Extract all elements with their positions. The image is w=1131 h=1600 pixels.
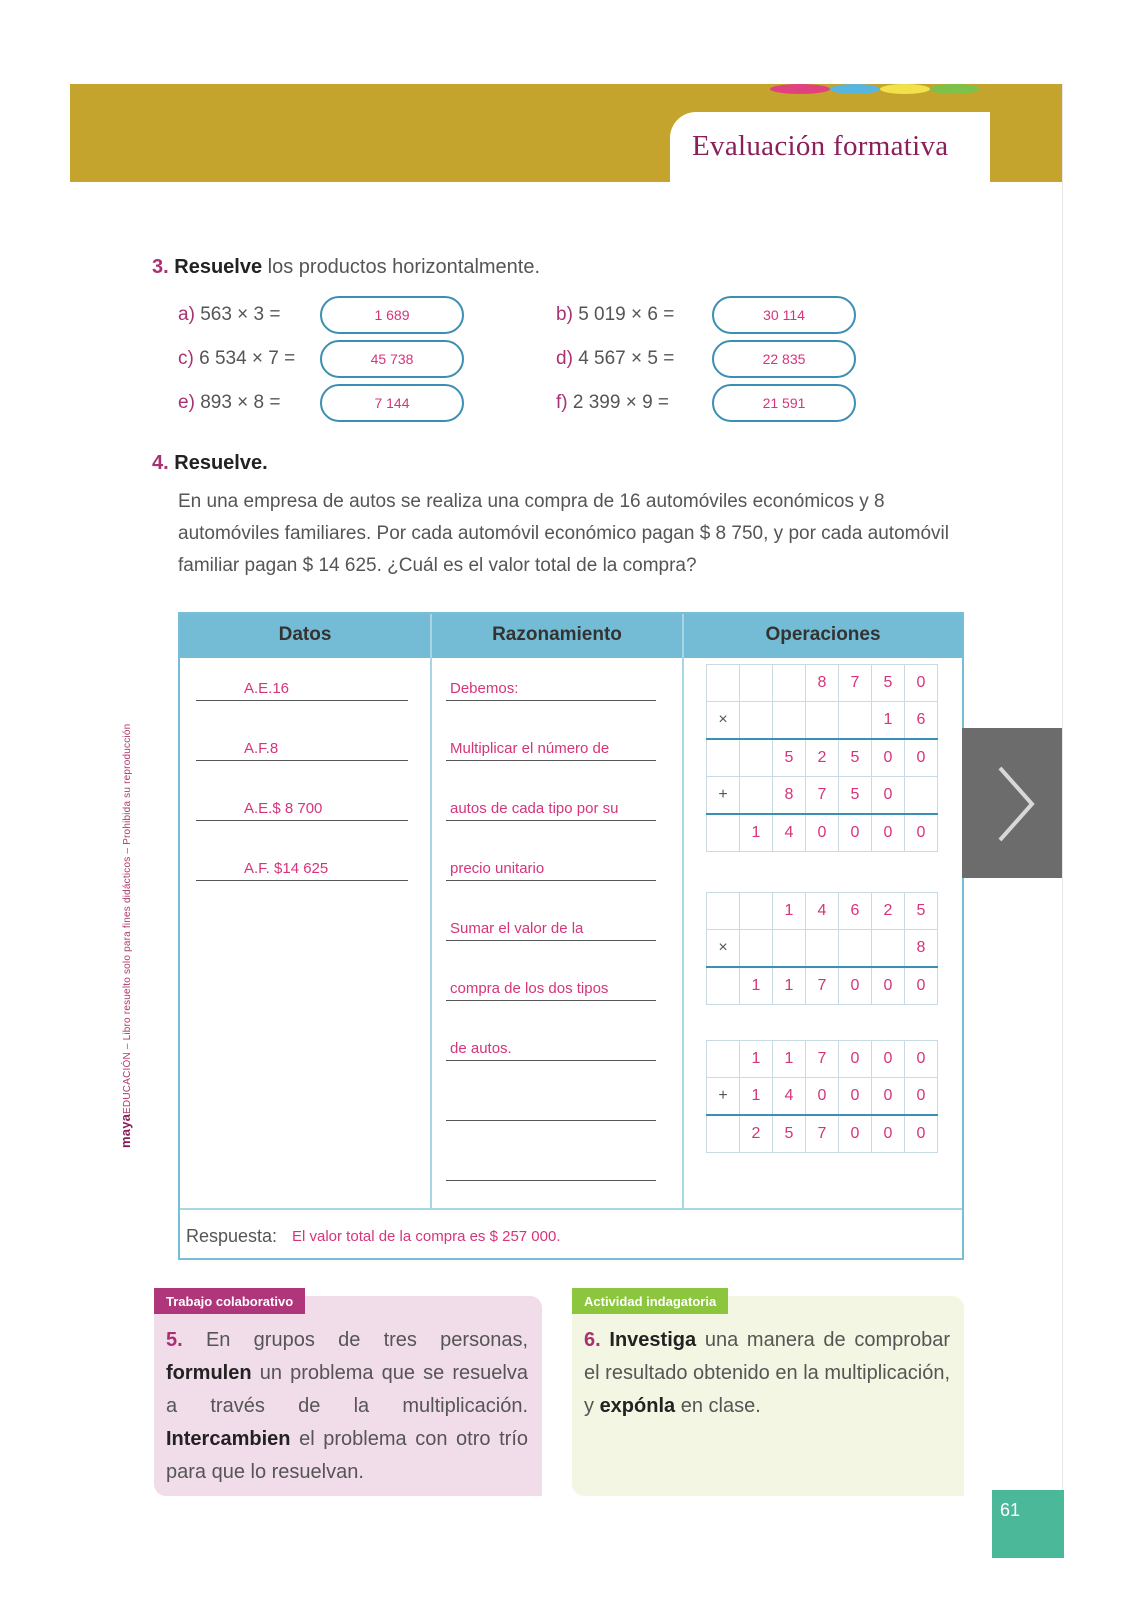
response-label: Respuesta: — [186, 1226, 278, 1246]
grid-cell[interactable]: 7 — [806, 967, 839, 1005]
operation-grid-3 — [706, 1040, 938, 1153]
grid-cell[interactable]: 4 — [773, 1078, 806, 1116]
grid-cell[interactable]: 0 — [839, 1041, 872, 1078]
grid-cell — [707, 665, 740, 702]
problem-f: f) 2 399 × 9 = — [556, 392, 670, 413]
column-divider — [682, 614, 684, 1208]
collaborative-box — [154, 1293, 542, 1496]
grid-cell[interactable] — [773, 930, 806, 968]
chevron-right-icon — [962, 728, 1062, 878]
paint-splash — [880, 84, 930, 94]
grid-cell[interactable] — [740, 893, 773, 930]
razonamiento-line — [446, 700, 656, 701]
grid-cell[interactable] — [740, 665, 773, 702]
grid-cell[interactable]: 0 — [872, 1041, 905, 1078]
grid-cell[interactable]: 5 — [872, 665, 905, 702]
grid-cell[interactable]: 1 — [872, 702, 905, 740]
next-page-button[interactable] — [962, 728, 1062, 878]
q4-title: 4. Resuelve. — [152, 452, 268, 474]
header-razonamiento: Razonamiento — [492, 624, 622, 645]
operation-grid-1 — [706, 664, 938, 852]
answer-field-d[interactable]: 22 835 — [712, 340, 856, 378]
razonamiento-entry[interactable]: autos de cada tipo por su — [450, 800, 619, 817]
razonamiento-entry[interactable]: Sumar el valor de la — [450, 920, 584, 937]
razonamiento-entry[interactable]: de autos. — [450, 1040, 512, 1057]
grid-cell[interactable]: 1 — [740, 1041, 773, 1078]
grid-cell[interactable] — [740, 702, 773, 740]
razonamiento-entry[interactable]: Debemos: — [450, 680, 519, 697]
brand-logo: maya — [118, 1113, 133, 1148]
operation-grid-2 — [706, 892, 938, 1005]
grid-cell[interactable]: 7 — [806, 777, 839, 815]
answer-field-b[interactable]: 30 114 — [712, 296, 856, 334]
grid-cell[interactable]: 2 — [872, 893, 905, 930]
answer-field-f[interactable]: 21 591 — [712, 384, 856, 422]
razonamiento-entry[interactable]: Multiplicar el número de — [450, 740, 610, 757]
grid-cell[interactable]: 4 — [773, 814, 806, 852]
q3-title: 3. Resuelve los productos horizontalmente. — [152, 256, 541, 278]
problem-a: a) 563 × 3 = — [178, 304, 281, 325]
grid-cell[interactable]: 7 — [839, 665, 872, 702]
grid-cell[interactable]: 6 — [839, 893, 872, 930]
problem-d: d) 4 567 × 5 = — [556, 348, 675, 369]
grid-cell: + — [707, 777, 740, 815]
datos-line — [196, 820, 408, 821]
grid-cell[interactable] — [740, 777, 773, 815]
grid-cell — [707, 967, 740, 1005]
paint-splash — [830, 84, 880, 94]
grid-cell[interactable] — [740, 930, 773, 968]
datos-line — [196, 760, 408, 761]
datos-line — [196, 880, 408, 881]
grid-cell[interactable]: 0 — [905, 739, 938, 777]
grid-cell[interactable]: 0 — [905, 967, 938, 1005]
answer-field-a[interactable]: 1 689 — [320, 296, 464, 334]
razonamiento-line — [446, 1120, 656, 1121]
grid-cell[interactable]: 5 — [839, 739, 872, 777]
grid-cell[interactable]: 2 — [740, 1115, 773, 1153]
paint-splash — [770, 84, 830, 94]
problem-e: e) 893 × 8 = — [178, 392, 281, 413]
grid-cell[interactable]: 5 — [773, 1115, 806, 1153]
grid-cell[interactable]: 0 — [806, 1078, 839, 1116]
grid-cell[interactable] — [773, 702, 806, 740]
grid-cell[interactable]: 1 — [773, 893, 806, 930]
grid-cell[interactable]: 6 — [905, 702, 938, 740]
collaborative-tag: Trabajo colaborativo — [154, 1288, 305, 1314]
grid-cell[interactable]: 1 — [740, 814, 773, 852]
grid-cell: × — [707, 702, 740, 740]
grid-cell[interactable]: 0 — [905, 814, 938, 852]
grid-cell[interactable]: 0 — [905, 1078, 938, 1116]
grid-cell[interactable]: 0 — [905, 665, 938, 702]
inquiry-tag: Actividad indagatoria — [572, 1288, 728, 1314]
grid-cell[interactable]: 0 — [872, 1115, 905, 1153]
grid-cell[interactable]: 0 — [872, 739, 905, 777]
grid-cell[interactable]: 0 — [872, 967, 905, 1005]
grid-cell[interactable]: 7 — [806, 1041, 839, 1078]
razonamiento-line — [446, 880, 656, 881]
grid-cell[interactable] — [773, 665, 806, 702]
grid-cell[interactable] — [806, 930, 839, 968]
grid-cell[interactable]: 0 — [839, 1115, 872, 1153]
table-header — [180, 614, 962, 658]
datos-entry[interactable]: A.F. $14 625 — [244, 860, 329, 877]
header-datos: Datos — [278, 624, 332, 645]
grid-cell[interactable]: 0 — [872, 777, 905, 815]
datos-entry[interactable]: A.E.16 — [244, 680, 290, 697]
grid-cell — [707, 814, 740, 852]
side-copyright: mayaEDUCACIÓN – Libro resuelto solo para fines didácticos – Prohibida su reproducción — [118, 723, 133, 1148]
problem-b: b) 5 019 × 6 = — [556, 304, 675, 325]
grid-cell[interactable]: 0 — [872, 814, 905, 852]
grid-cell[interactable]: 2 — [806, 739, 839, 777]
grid-cell[interactable] — [905, 777, 938, 815]
datos-entry[interactable]: A.E.$ 8 700 — [244, 800, 323, 817]
razonamiento-line — [446, 940, 656, 941]
razonamiento-line — [446, 760, 656, 761]
answer-field-c[interactable]: 45 738 — [320, 340, 464, 378]
datos-entry[interactable]: A.F.8 — [244, 740, 279, 757]
grid-cell[interactable] — [839, 702, 872, 740]
grid-cell[interactable] — [839, 930, 872, 968]
grid-cell[interactable]: 4 — [806, 893, 839, 930]
grid-cell[interactable]: 0 — [806, 814, 839, 852]
inquiry-box — [572, 1293, 964, 1496]
grid-cell[interactable]: 5 — [773, 739, 806, 777]
grid-cell — [707, 739, 740, 777]
column-divider — [430, 614, 432, 1208]
datos-line — [196, 700, 408, 701]
grid-cell: × — [707, 930, 740, 968]
q4-statement: En una empresa de autos se realiza una compra de 16 automóviles económicos y 8 automóviles familiares. Por cada automóvil económico pagan $ 8 750, y por cada automóvil familiar pagan $ 14 625. ¿Cuál es el valor total de la compra? — [178, 491, 949, 576]
grid-cell[interactable]: 1 — [773, 967, 806, 1005]
grid-cell[interactable] — [806, 702, 839, 740]
answer-field-e[interactable]: 7 144 — [320, 384, 464, 422]
grid-cell[interactable]: 1 — [740, 967, 773, 1005]
grid-cell[interactable]: 5 — [905, 893, 938, 930]
paint-splash — [930, 84, 980, 94]
razonamiento-line — [446, 1180, 656, 1181]
inquiry-text: 6. Investiga una manera de comprobar el resultado obtenido en la multiplicación, y expónla en clase. — [584, 1329, 950, 1417]
grid-cell[interactable]: 1 — [740, 1078, 773, 1116]
grid-cell[interactable]: 5 — [839, 777, 872, 815]
grid-cell[interactable]: 0 — [872, 1078, 905, 1116]
grid-cell[interactable]: 8 — [806, 665, 839, 702]
grid-cell — [707, 1041, 740, 1078]
grid-cell[interactable]: 0 — [839, 814, 872, 852]
grid-cell[interactable] — [740, 739, 773, 777]
grid-cell[interactable]: 1 — [773, 1041, 806, 1078]
page-number: 61 — [992, 1490, 1064, 1558]
grid-cell — [707, 1115, 740, 1153]
grid-cell[interactable]: 0 — [905, 1041, 938, 1078]
grid-cell[interactable]: 0 — [839, 1078, 872, 1116]
razonamiento-line — [446, 1060, 656, 1061]
grid-cell[interactable]: 8 — [905, 930, 938, 968]
header-operaciones: Operaciones — [765, 624, 881, 645]
collaborative-text: 5. En grupos de tres personas, formulen un problema que se resuelva a través de la multiplicación. Intercambien el problema con otro trío para que lo resuelvan. — [166, 1329, 529, 1483]
grid-cell — [707, 893, 740, 930]
grid-cell[interactable]: 7 — [806, 1115, 839, 1153]
grid-cell: + — [707, 1078, 740, 1116]
response-divider — [180, 1208, 962, 1210]
razonamiento-line — [446, 1000, 656, 1001]
grid-cell[interactable]: 0 — [839, 967, 872, 1005]
grid-cell[interactable]: 0 — [905, 1115, 938, 1153]
razonamiento-entry[interactable]: precio unitario — [450, 860, 545, 877]
razonamiento-line — [446, 820, 656, 821]
section-title: Evaluación formativa — [692, 130, 949, 162]
grid-cell[interactable]: 8 — [773, 777, 806, 815]
problem-c: c) 6 534 × 7 = — [178, 348, 296, 369]
response-answer[interactable]: El valor total de la compra es $ 257 000. — [292, 1228, 561, 1245]
razonamiento-entry[interactable]: compra de los dos tipos — [450, 980, 609, 997]
grid-cell[interactable] — [872, 930, 905, 968]
